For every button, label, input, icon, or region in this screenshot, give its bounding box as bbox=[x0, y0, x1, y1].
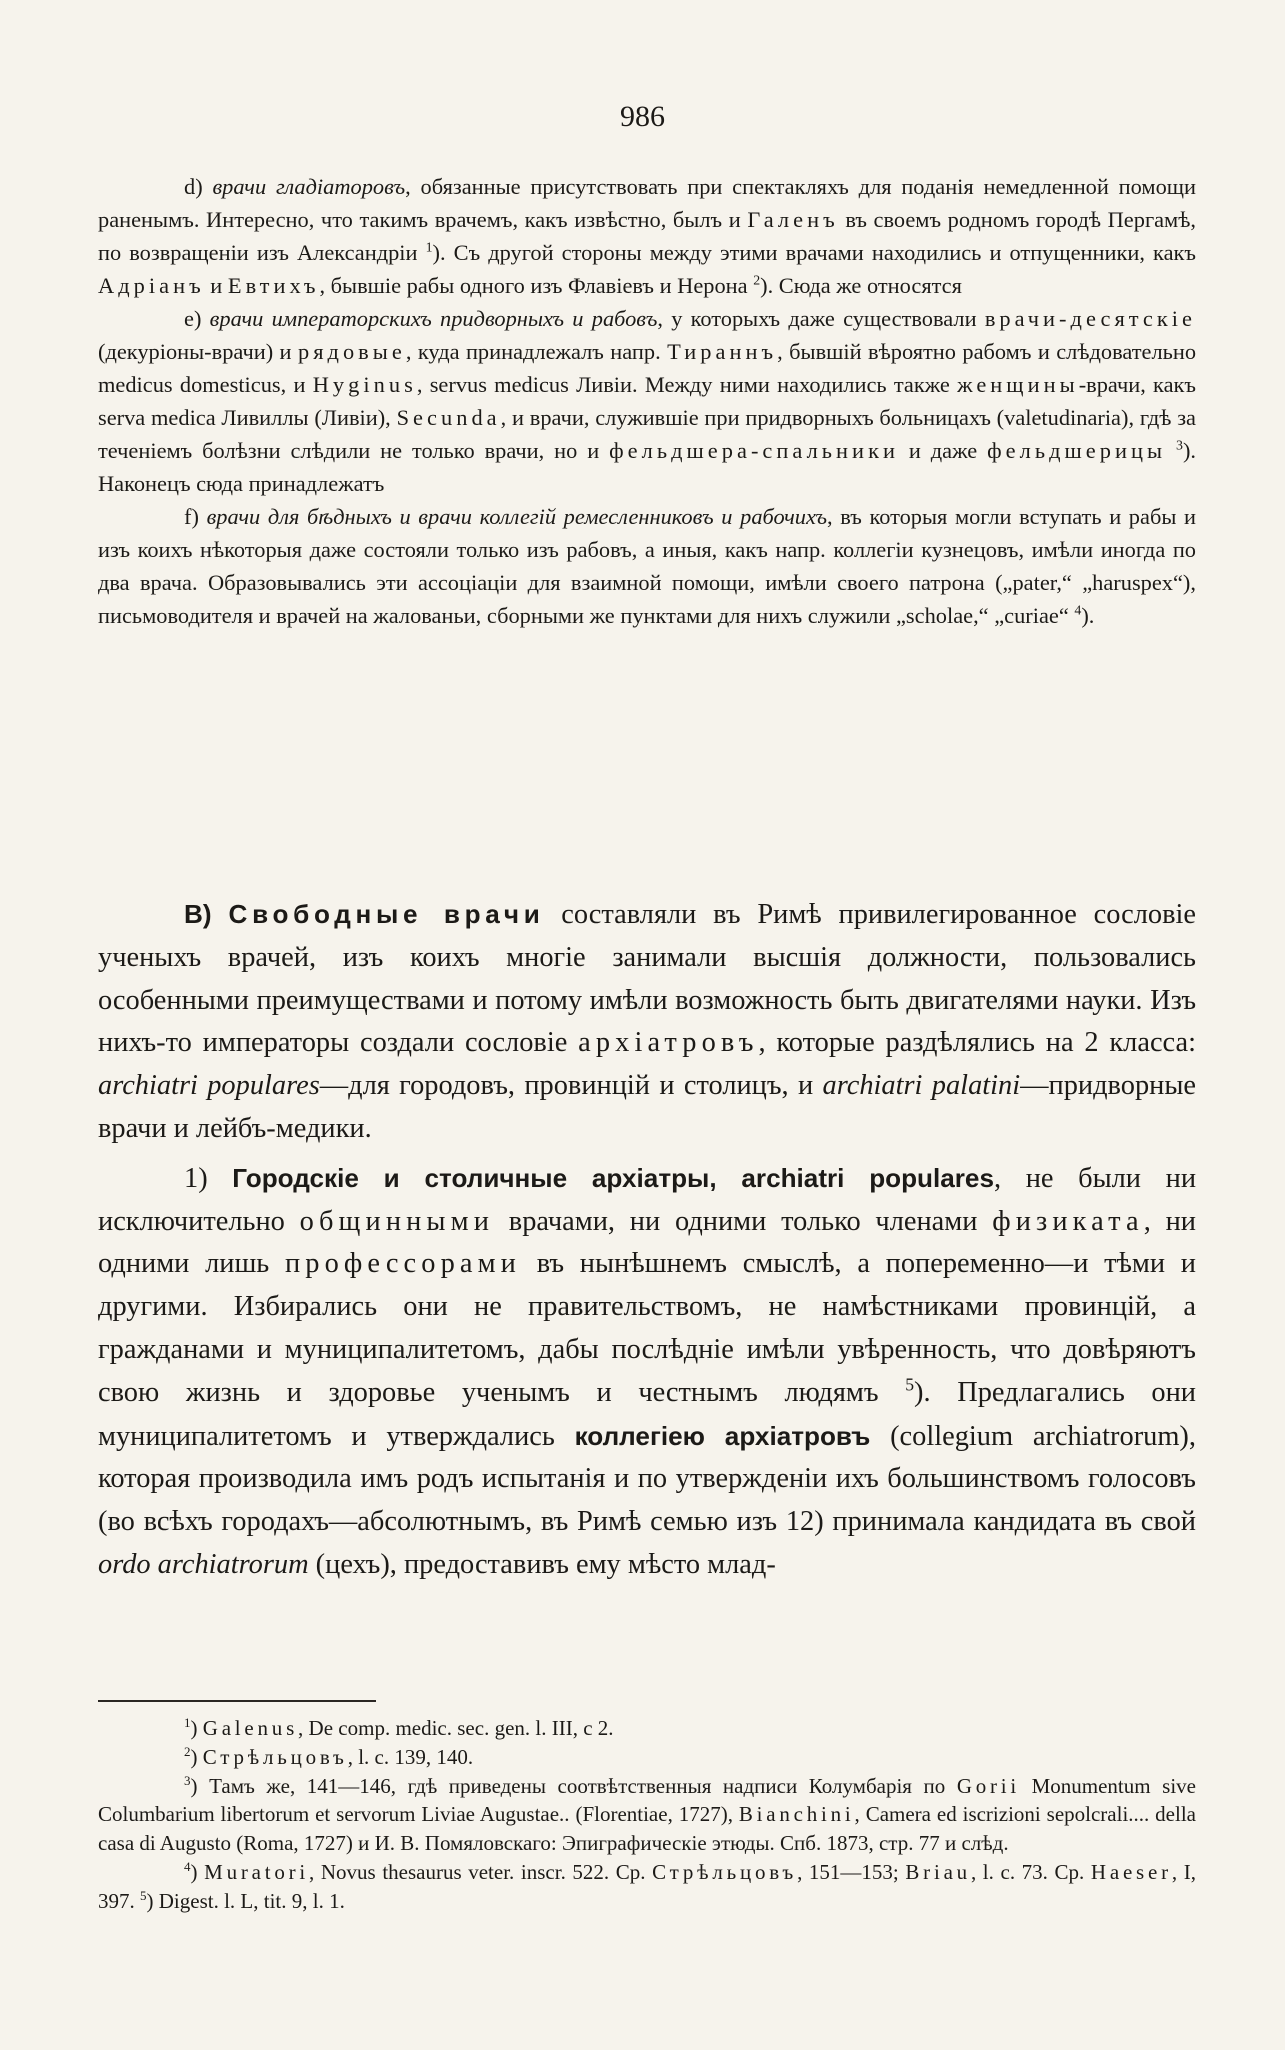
small-print-sections bbox=[98, 170, 1196, 632]
footnote-ref-4: 4 bbox=[1074, 603, 1082, 619]
footnote-1: $^1$) Galenus, De comp. medic. sec. gen. l. III, c 2. bbox=[184, 1715, 614, 1740]
name-secunda: Secunda bbox=[396, 405, 501, 430]
paragraph-free-doctors: B) Свободные врачи составляли въ Римѣ привилегированное сословіе ученыхъ врачей, изъ коихъ многіе занимали высшія должности, пользовались особенными преимуществами и потому имѣли возможность быть двигателями науки. Изъ нихъ-то императоры создали сословіе архіатровъ, которые раздѣлялись на 2 класса: archiatri populares—для городовъ, провинцій и столицъ, и archiatri palatini—придворные врачи и лейбъ-медики. bbox=[98, 899, 1197, 1144]
paragraph-e: e) врачи императорскихъ придворныхъ и рабовъ, у которыхъ даже существовали врачи-десятскіе (декуріоны-врачи) и рядовые, куда принадлежалъ напр. Тираннъ, бывшій вѣроятно рабомъ и слѣдовательно medicus domesticus, и Hyginus, servus medicus Ливіи. Между ними находились также женщины-врачи, какъ serva medica Ливиллы (Ливіи), Secunda, и врачи, служившіе при придворныхъ больницахъ (valetudinaria), гдѣ за теченіемъ болѣзни слѣдили не только врачи, но и фельдшера-спальники и даже фельдшерицы $^3$). Наконецъ сюда принадлежатъ bbox=[98, 306, 1197, 496]
footnote-ref-2: 2 bbox=[753, 273, 761, 289]
footnote-ref-1: 1 bbox=[425, 240, 433, 256]
footnote-ref-3: 3 bbox=[1176, 438, 1183, 454]
heading-poor-doctors: врачи для бѣдныхъ и врачи коллегій ремесленниковъ и рабочихъ bbox=[206, 504, 827, 529]
footnote-4-5: $^4$) Muratori, Novus thesaurus veter. inscr. 522. Cp. Стрѣльцовъ, 151—153; Briau, l. c. 73. Cp. Haeser, I, 397. $^5$) Digest. l. L, tit. 9, l. 1. bbox=[98, 1858, 1196, 1913]
footnote-ref-5: 5 bbox=[905, 1374, 915, 1395]
paragraph-f: f) врачи для бѣдныхъ и врачи коллегій ремесленниковъ и рабочихъ, въ которыя могли вступать и рабы и изъ коихъ нѣкоторыя даже состояли только изъ рабовъ, а иныя, какъ напр. коллегіи кузнецовъ, имѣли иногда по два врача. Образовывались эти ассоціаціи для взаимной помощи, имѣли своего патрона („pater,“ „haruspex“), письмоводителя и врачей на жалованьи, сборными же пунктами для нихъ служили „scholae,“ „curiae“ $^4$). bbox=[98, 504, 1196, 628]
name-adrian: Адріанъ bbox=[98, 273, 205, 298]
page-number: 986 bbox=[620, 100, 665, 133]
paragraph-d: d) врачи гладіаторовъ, обязанные присутствовать при спектакляхъ для поданія немедленной помощи раненымъ. Интересно, что такимъ врачемъ, какъ извѣстно, былъ и Галенъ въ своемъ родномъ городѣ Пергамѣ, по возвращеніи изъ Александріи $^1$). Съ другой стороны между этими врачами находились и отпущенники, какъ Адріанъ и Евтихъ, бывшіе рабы одного изъ Флавіевъ и Нерона $^2$). Сюда же относятся bbox=[98, 174, 1196, 298]
name-eutych: Евтихъ bbox=[227, 273, 320, 298]
name-tyrannus: Тираннъ bbox=[667, 339, 778, 364]
heading-city-archiatri: Городскіе и столичные архіатры, archiatri populares bbox=[232, 1162, 994, 1193]
footnote-separator bbox=[98, 1700, 376, 1702]
footnote-3: $^3$) Тамъ же, 141—146, гдѣ приведены соотвѣтственныя надписи Колумбарія по Gorii Monumentum sive Columbarium libertorum et servorum Liviae Augustae.. (Florentiae, 1727), Bianchini, Camera ed iscrizioni sepolcrali.... della casa di Augusto (Roma, 1727) и И. В. Помяловскаго: Эпиграфическіе этюды. Спб. 1873, стр. 77 и слѣд. bbox=[98, 1772, 1196, 1856]
heading-free-doctors: Свободные врачи bbox=[228, 899, 545, 929]
paragraph-city-archiatri: 1) Городскіе и столичные архіатры, archiatri populares, не были ни исключительно общинными врачами, ни одними только членами физиката, ни одними лишь профессорами въ нынѣшнемъ смыслѣ, а попеременно—и тѣми и другими. Избирались они не правительствомъ, не намѣстниками провинцій, а гражданами и муниципалитетомъ, дабы послѣдніе имѣли увѣренность, что довѣряютъ свою жизнь и здоровье ученымъ и честнымъ людямъ $^5$). Предлагались они муниципалитетомъ и утверждались коллегіею архіатровъ (collegium archiatrorum), которая производила имъ родъ испытанія и по утвержденіи ихъ большинствомъ голосовъ (во всѣхъ городахъ—абсолютнымъ, въ Римѣ семью изъ 12) принимала кандидата въ свой ordo archiatrorum (цехъ), предоставивъ ему мѣсто млад- bbox=[98, 1162, 1197, 1580]
name-hyginus: Hyginus bbox=[312, 372, 417, 397]
main-text-sections bbox=[98, 893, 1196, 1587]
footnotes bbox=[98, 1714, 1196, 1916]
heading-gladiator-doctors: врачи гладіаторовъ bbox=[212, 174, 406, 199]
heading-imperial-doctors: врачи императорскихъ придворныхъ и рабовъ bbox=[209, 306, 658, 331]
footnote-2: $^2$) Стрѣльцовъ, l. c. 139, 140. bbox=[184, 1743, 474, 1769]
name-galen: Галенъ bbox=[747, 207, 839, 232]
